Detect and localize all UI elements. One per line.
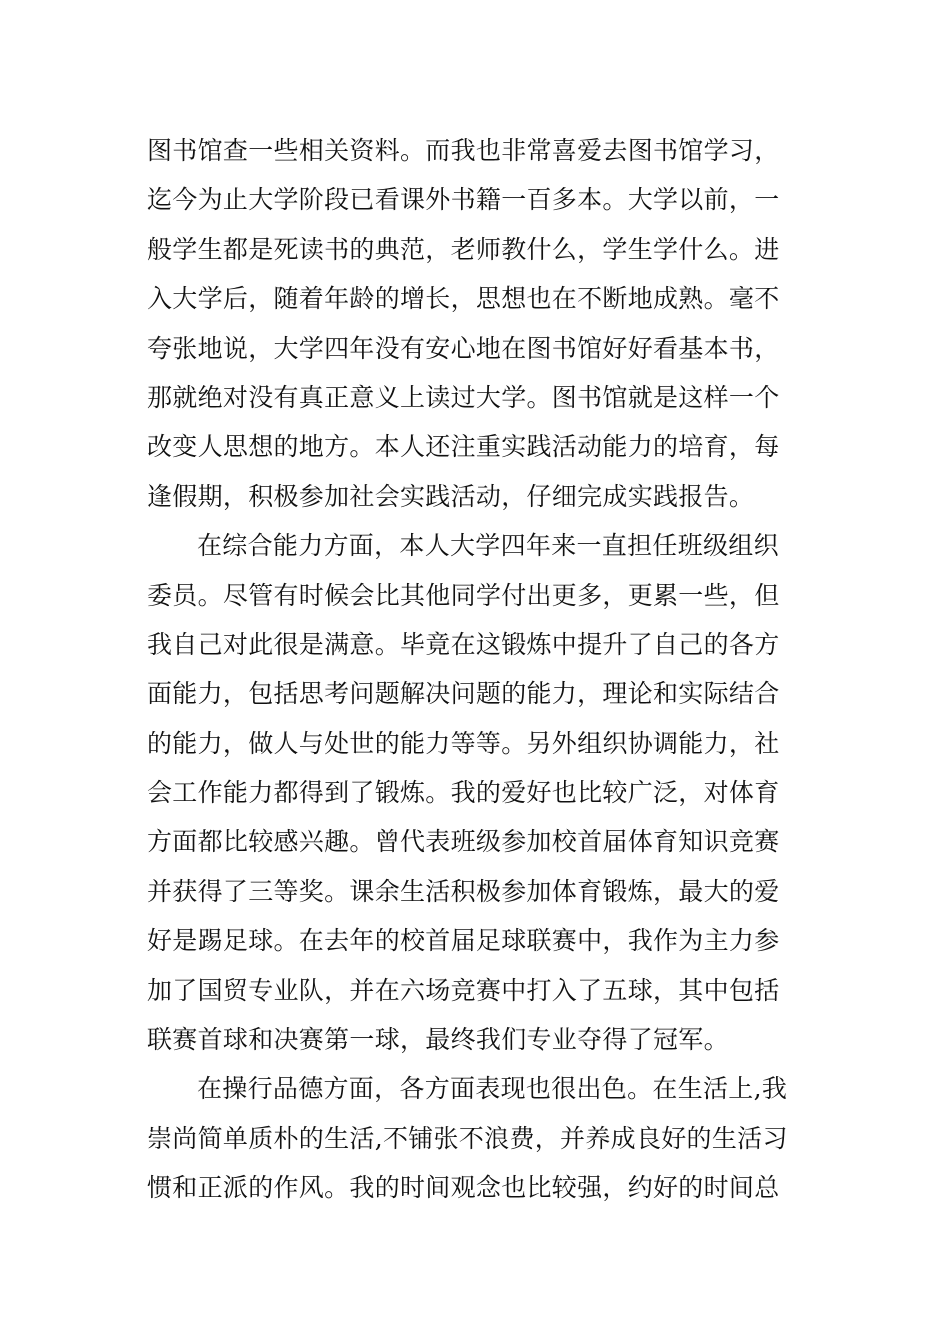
text-line: 方面都比较感兴趣。曾代表班级参加校首届体育知识竞赛 bbox=[147, 827, 780, 857]
text-line: 面能力，包括思考问题解决问题的能力，理论和实际结合 bbox=[147, 679, 780, 709]
text-line: 我自己对此很是满意。毕竟在这锻炼中提升了自己的各方 bbox=[147, 629, 780, 659]
text-line: 般学生都是死读书的典范，老师教什么，学生学什么。进 bbox=[147, 234, 780, 264]
text-line: 惯和正派的作风。我的时间观念也比较强，约好的时间总 bbox=[147, 1173, 780, 1203]
paragraph-start-line: 在综合能力方面，本人大学四年来一直担任班级组织 bbox=[197, 531, 779, 561]
text-line: 并获得了三等奖。课余生活积极参加体育锻炼，最大的爱 bbox=[147, 876, 780, 906]
text-line: 迄今为止大学阶段已看课外书籍一百多本。大学以前，一 bbox=[147, 185, 780, 215]
text-line: 夸张地说，大学四年没有安心地在图书馆好好看基本书， bbox=[147, 333, 780, 363]
text-line: 图书馆查一些相关资料。而我也非常喜爱去图书馆学习， bbox=[147, 136, 780, 165]
text-line: 好是踢足球。在去年的校首届足球联赛中，我作为主力参 bbox=[147, 926, 780, 956]
text-line: 加了国贸专业队，并在六场竞赛中打入了五球，其中包括 bbox=[147, 975, 780, 1005]
text-line: 联赛首球和决赛第一球，最终我们专业夺得了冠军。 bbox=[147, 1025, 729, 1055]
text-line: 会工作能力都得到了锻炼。我的爱好也比较广泛，对体育 bbox=[147, 778, 780, 808]
text-line: 的能力，做人与处世的能力等等。另外组织协调能力，社 bbox=[147, 728, 780, 758]
body-text bbox=[147, 126, 817, 1213]
text-line: 那就绝对没有真正意义上读过大学。图书馆就是这样一个 bbox=[147, 382, 780, 412]
text-line: 委员。尽管有时候会比其他同学付出更多，更累一些，但 bbox=[147, 580, 780, 610]
text-line: 崇尚简单质朴的生活,不铺张不浪费，并养成良好的生活习 bbox=[147, 1123, 788, 1153]
paragraph-start-line: 在操行品德方面，各方面表现也很出色。在生活上,我 bbox=[197, 1074, 788, 1104]
text-line: 改变人思想的地方。本人还注重实践活动能力的培育，每 bbox=[147, 432, 780, 462]
text-line: 逢假期，积极参加社会实践活动，仔细完成实践报告。 bbox=[147, 481, 755, 511]
text-line: 入大学后，随着年龄的增长，思想也在不断地成熟。毫不 bbox=[147, 284, 780, 314]
